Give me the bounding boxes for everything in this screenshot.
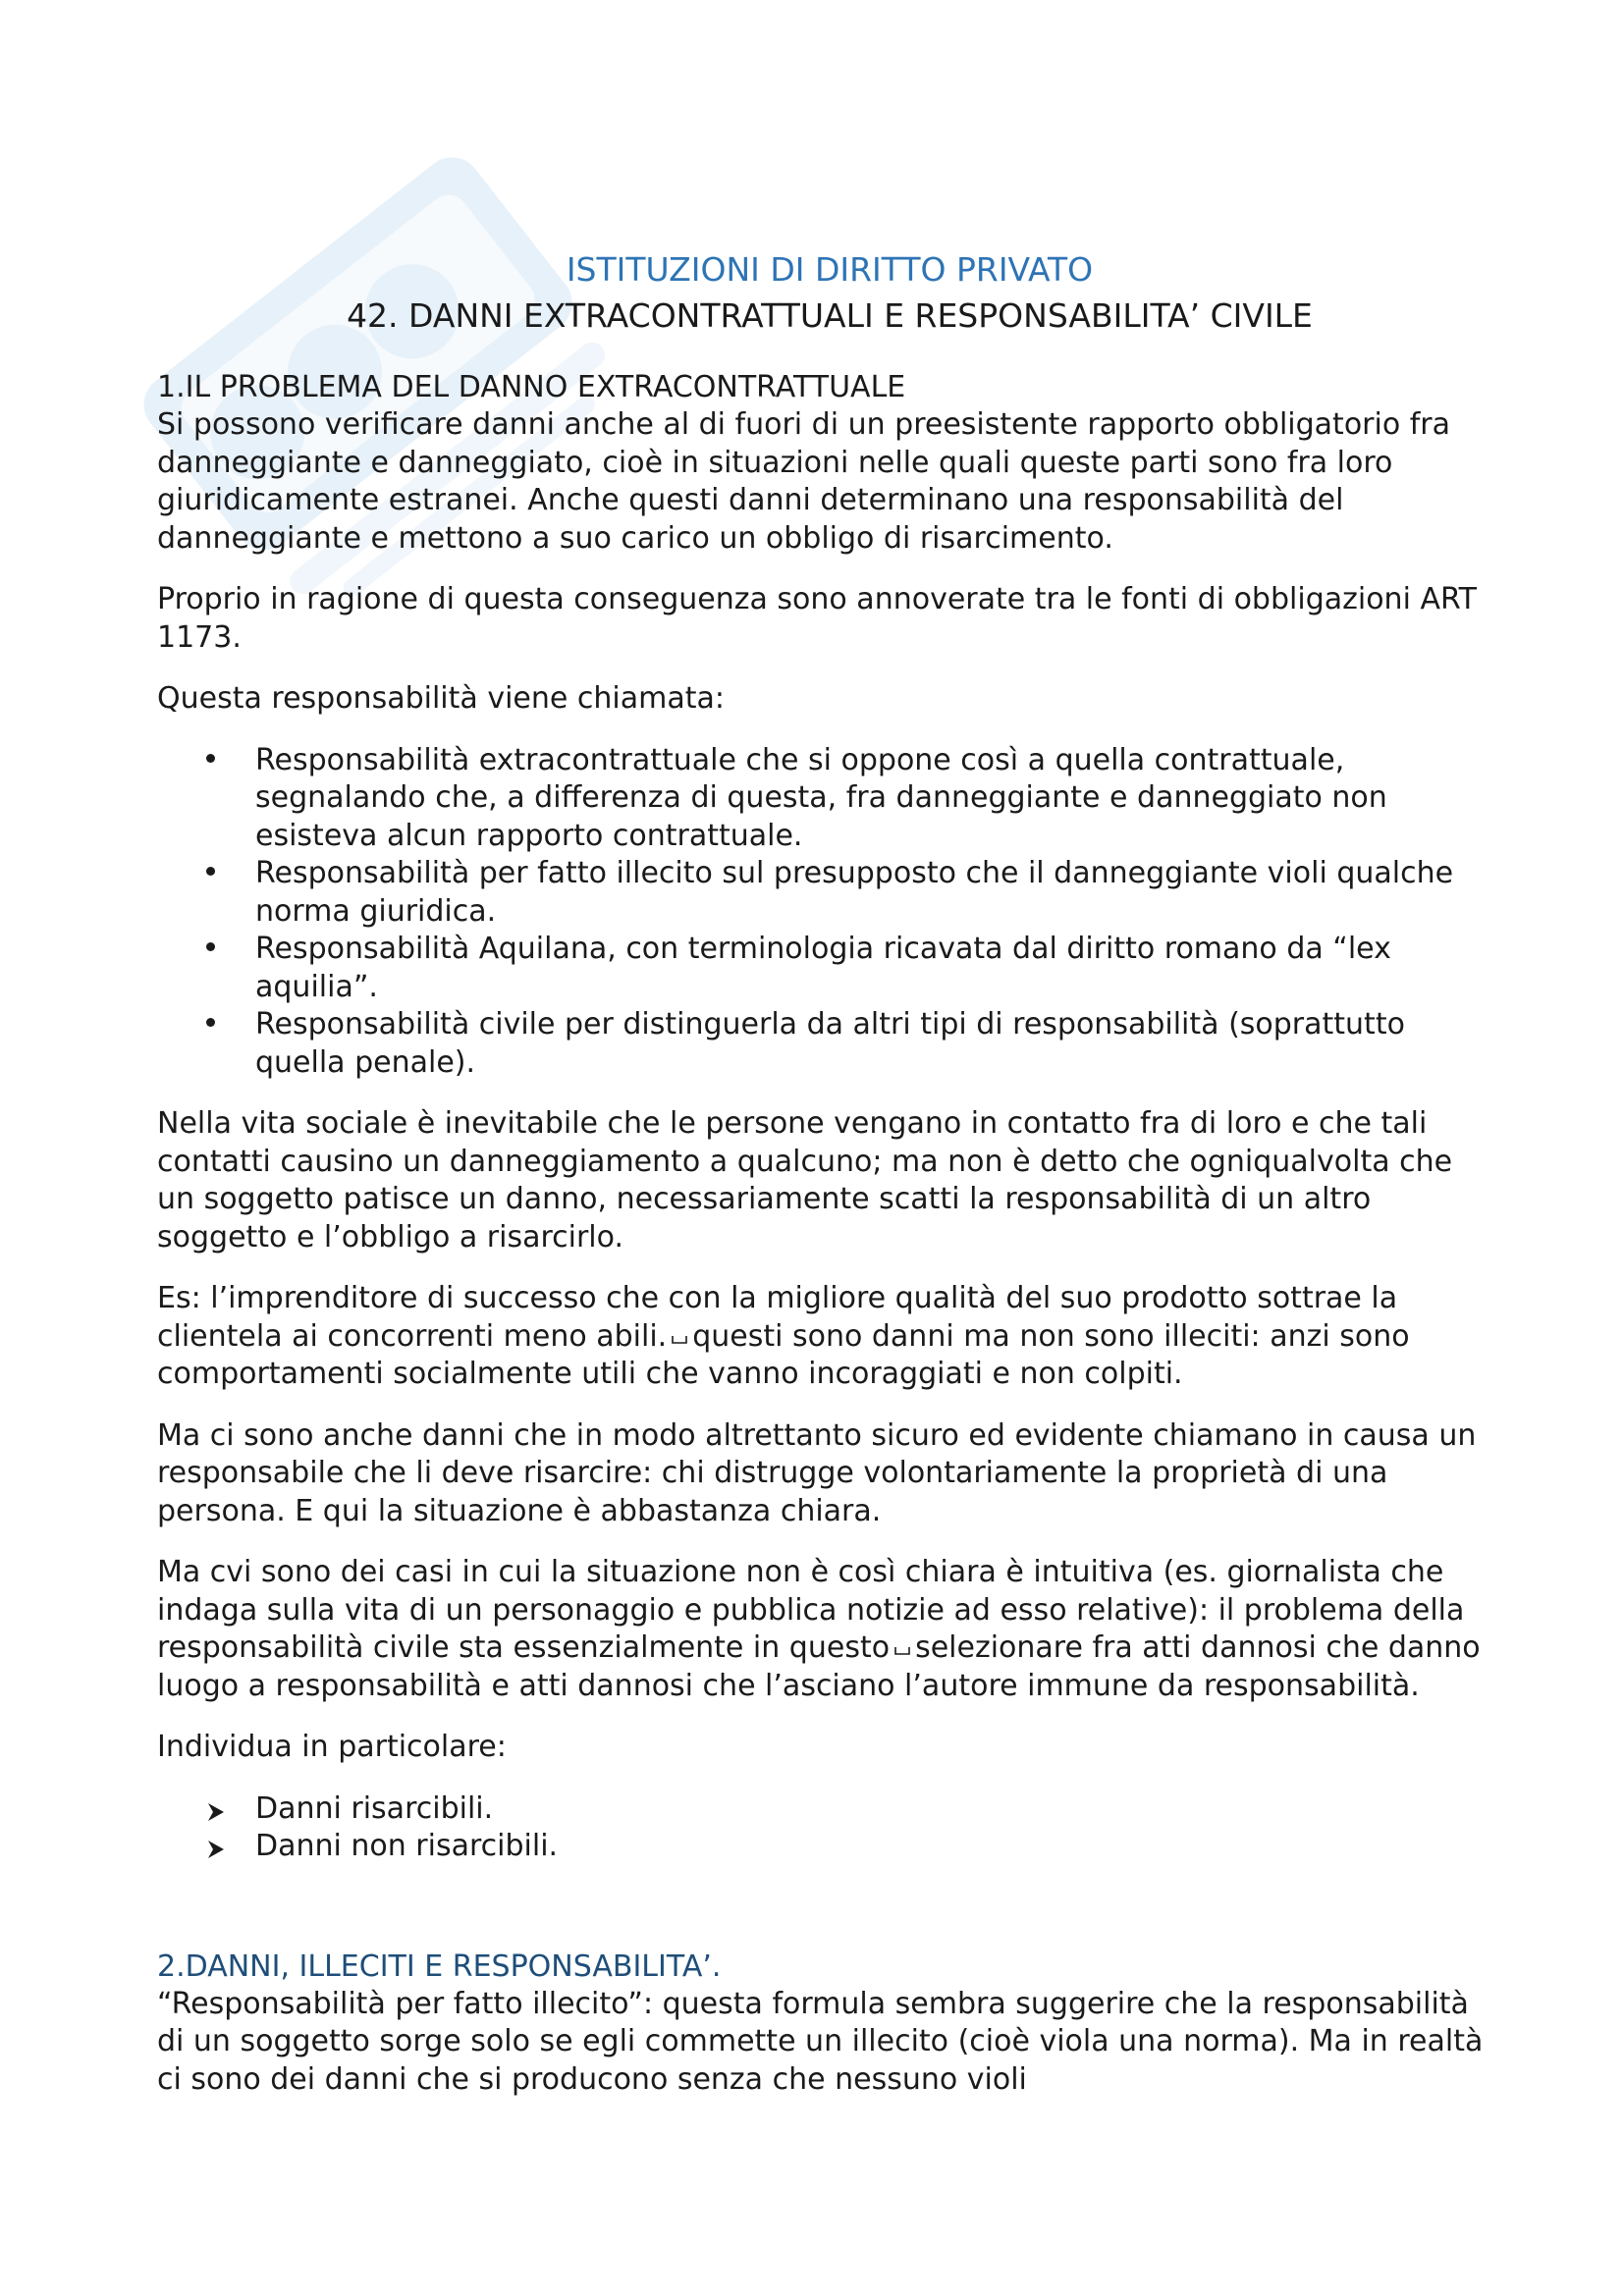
- responsibility-list: [157, 742, 1492, 1083]
- section-spacer: [157, 1890, 1492, 1949]
- chapter-title: 42. DANNI EXTRACONTRATTUALI E RESPONSABILITA’ CIVILE: [347, 296, 1313, 335]
- bullet-icon: [206, 1006, 236, 1044]
- arrowhead-bullet-icon: [206, 1828, 236, 1866]
- bullet-icon: [206, 855, 236, 893]
- list-item: Danni risarcibili.: [157, 1790, 1492, 1829]
- course-title: ISTITUZIONI DI DIRITTO PRIVATO: [566, 250, 1094, 289]
- arrow-symbol-icon: [893, 1643, 911, 1657]
- list-item: Responsabilità per fatto illecito sul presupposto che il danneggiante violi qualche norma giuridica.: [157, 855, 1492, 931]
- list-item: Responsabilità civile per distinguerla da altri tipi di responsabilità (soprattutto quella penale).: [157, 1006, 1492, 1082]
- section-1-paragraph-1: Si possono verificare danni anche al di fuori di un preesistente rapporto obbligatorio fra danneggiante e danneggiato, cioè in situazioni nelle quali queste parti sono fra loro giuridicamente estranei. Anche questi danni determinano una responsabilità del danneggiante e mettono a suo carico un obbligo di risarcimento.: [157, 407, 1451, 556]
- list-item: Danni non risarcibili.: [157, 1828, 1492, 1866]
- list-item: Responsabilità Aquilana, con terminologia ricavata dal diritto romano da “lex aquilia”.: [157, 931, 1492, 1006]
- section-2-paragraph-1: “Responsabilità per fatto illecito”: questa formula sembra suggerire che la responsabilità di un soggetto sorge solo se egli commette un illecito (cioè viola una norma). Ma in realtà ci sono dei danni che si producono senza che nessuno violi: [157, 1986, 1484, 2097]
- document-page: [157, 247, 1492, 2122]
- bullet-icon: [206, 742, 236, 780]
- bullet-icon: [206, 931, 236, 969]
- section-2-heading: 2.DANNI, ILLECITI E RESPONSABILITA’.: [157, 1949, 722, 1984]
- section-1-paragraph-3: Questa responsabilità viene chiamata:: [157, 681, 725, 716]
- list-item: Responsabilità extracontrattuale che si oppone così a quella contrattuale, segnalando che, a differenza di questa, fra danneggiante e danneggiato non esisteva alcun rapporto contrattuale.: [157, 742, 1492, 856]
- section-1-heading: 1.IL PROBLEMA DEL DANNO EXTRACONTRATTUALE: [157, 370, 906, 404]
- arrowhead-bullet-icon: [206, 1790, 236, 1829]
- arrow-symbol-icon: [671, 1332, 688, 1346]
- section-1-paragraph-6: Ma ci sono anche danni che in modo altrettanto sicuro ed evidente chiamano in causa un responsabile che li deve risarcire: chi distrugge volontariamente la proprietà di una persona. E qui la situazione è abbastanza chiara.: [157, 1417, 1477, 1528]
- section-1-paragraph-7: Ma cvi sono dei casi in cui la situazione non è così chiara è intuitiva (es. giornalista che indaga sulla vita di un personaggio e pubblica notizie ad esso relative): il problema della responsabilità civile sta essenzialmente in questo selezionare fra atti dannosi che danno luogo a responsabilità e atti dannosi che l’asciano l’autore immune da responsabilità.: [157, 1555, 1481, 1703]
- section-1-paragraph-8: Individua in particolare:: [157, 1730, 507, 1764]
- damage-types-list: [157, 1790, 1492, 1866]
- section-1-paragraph-2: Proprio in ragione di questa conseguenza sono annoverate tra le fonti di obbligazioni ART 1173.: [157, 582, 1477, 655]
- section-1-paragraph-5: Es: l’imprenditore di successo che con la migliore qualità del suo prodotto sottrae la clientela ai concorrenti meno abili. questi sono danni ma non sono illeciti: anzi sono comportamenti socialmente utili che vanno incoraggiati e non colpiti.: [157, 1281, 1410, 1391]
- section-1-paragraph-4: Nella vita sociale è inevitabile che le persone vengano in contatto fra di loro e che tali contatti causino un danneggiamento a qualcuno; ma non è detto che ogniqualvolta che un soggetto patisce un danno, necessariamente scatti la responsabilità di un altro soggetto e l’obbligo a risarcirlo.: [157, 1106, 1453, 1255]
